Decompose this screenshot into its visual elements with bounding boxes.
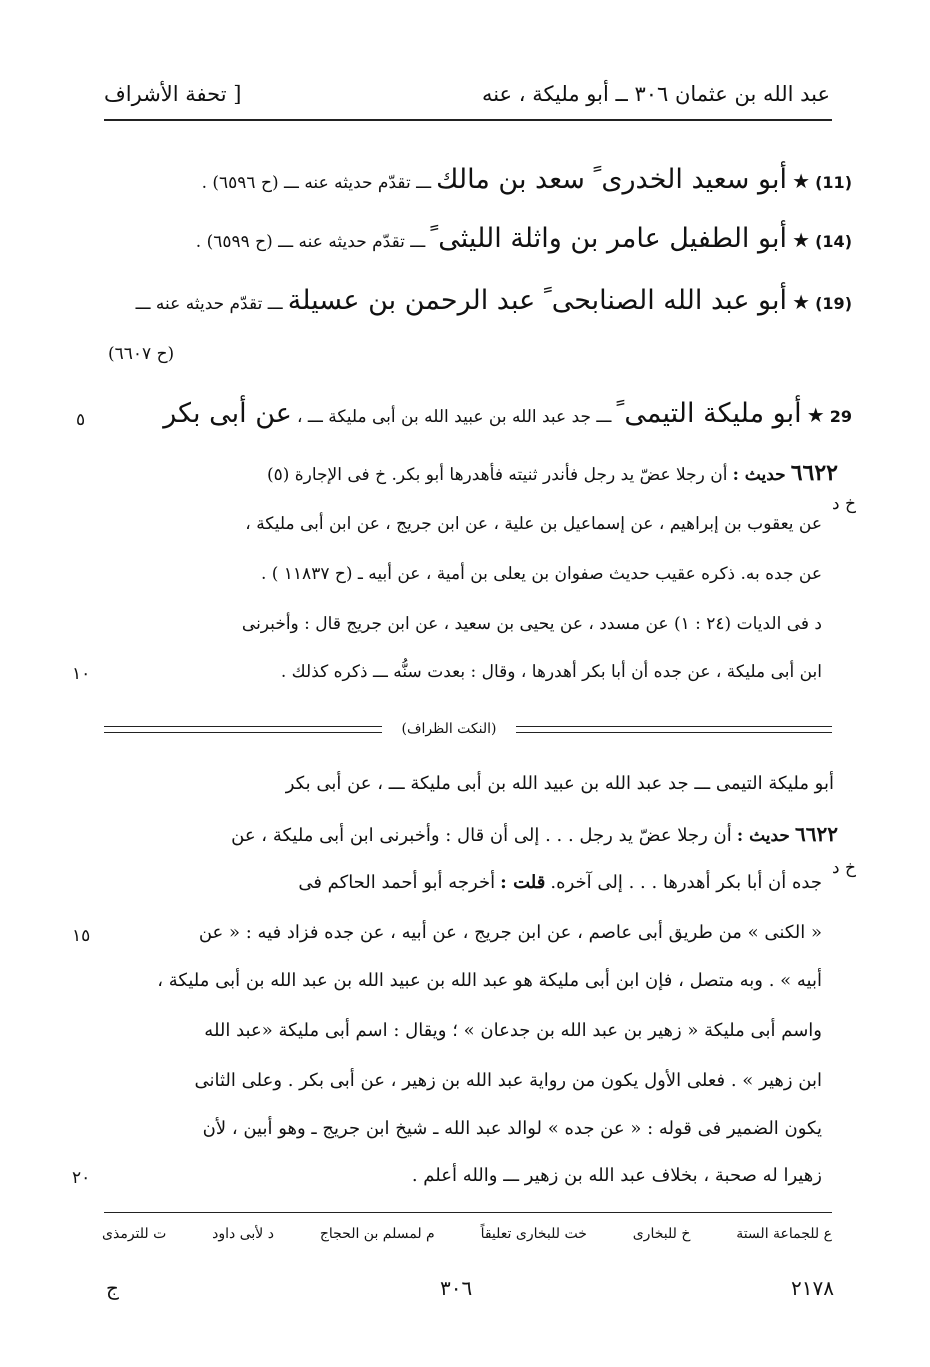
nukat-line-3	[298, 872, 822, 893]
nukat-line: أبو مليكة التيمى ـــ جد عبد الله بن عبيد الله بن أبى مليكة ـــ ، عن أبى بكر	[285, 773, 834, 794]
entry-number: (14)	[815, 232, 852, 251]
nukat-text: أخرجه أبو أحمد الحاكم فى	[298, 872, 496, 893]
hadith-side-siglum: خ د	[832, 494, 856, 514]
hadith-label: حديث :	[736, 826, 790, 846]
footer-rule	[104, 1212, 832, 1213]
nukat-text: جده أن أبا بكر أهدرها . . . إلى آخره.	[550, 872, 822, 893]
entry-end: عن أبى بكر	[163, 398, 292, 429]
nukat-line: « الكنى » من طريق أبى عاصم ، عن ابن جريج ، عن أبيه ، عن جده فزاد فيه : « عن	[198, 922, 822, 943]
entry-mid: ـــ جد عبد الله بن عبيد الله بن أبى مليكة ـــ ،	[296, 407, 612, 427]
margin-number-5: ٥	[76, 410, 86, 430]
nukat-text: أن رجلا عضّ يد رجل . . . إلى أن قال : وأخبرنى ابن أبى مليكة ، عن	[231, 825, 732, 846]
entry-number: (19)	[815, 294, 852, 313]
divider-title: النكت الظراف	[406, 721, 492, 737]
divider-title-frame: (النكت الظراف)	[382, 716, 516, 742]
entry-29	[163, 398, 852, 429]
nukat-line: يكون الضمير فى قوله : « عن جده » لوالد عبد الله ـ شيخ ابن جريج ـ وهو أبين ، لأن	[202, 1118, 822, 1139]
entry-rest: ـــ تقدّم حديثه عنه ـــ	[135, 294, 283, 314]
entry-rest: ـــ تقدّم حديثه عنه ـــ (ح ٦٥٩٦) .	[201, 173, 432, 193]
abbrev-item: د لأبى داود	[212, 1226, 274, 1242]
abbrev-item: خت للبخارى تعليقاً	[480, 1226, 587, 1242]
entry-14	[92, 223, 852, 254]
running-header-title: عبد الله بن عثمان ٣٠٦ ــ أبو مليكة ، عنه	[481, 82, 830, 106]
nukat-line: واسم أبى مليكة « زهير بن عبد الله بن جدعان » ؛ ويقال : اسم أبى مليكة «عبد الله	[204, 1020, 822, 1041]
star-icon: ★	[792, 290, 811, 314]
star-icon: ★	[792, 169, 811, 193]
nukat-line: أبيه » . وبه متصل ، فإن ابن أبى مليكة هو عبد الله بن عبيد الله بن عبد الله بن أبى مليكة ،	[157, 970, 822, 991]
nukat-line: ابن زهير » . فعلى الأول يكون من رواية عبد الله بن زهير ، عن أبى بكر . وعلى الثانى	[194, 1070, 822, 1091]
hadith-text: أن رجلا عضّ يد رجل فأندر ثنيته فأهدرها أبو بكر. خ فى الإجارة (٥)	[266, 465, 728, 485]
entry-name: أبو سعيد الخدرى ً سعد بن مالك	[436, 164, 787, 195]
entry-name: أبو مليكة التيمى ً	[616, 398, 802, 429]
hadith-line: عن جده به. ذكره عقيب حديث صفوان بن يعلى بن أمية ، عن أبيه ـ (ح ١١٨٣٧ ) .	[260, 564, 822, 584]
hadith-line: د فى الديات (٢٤ : ١) عن مسدد ، عن يحيى بن سعيد ، عن ابن جريج قال : وأخبرنى	[241, 614, 822, 634]
star-icon: ★	[792, 228, 811, 252]
hadith-number: ٦٦٢٢	[790, 460, 838, 486]
hadith-line: ابن أبى مليكة ، عن جده أن أبا بكر أهدرها ، وقال : بعدت سنُّه ـــ ذكره كذلك .	[280, 662, 822, 682]
entry-19-continuation: (ح ٦٦٠٧)	[108, 344, 175, 364]
entry-number: 29	[829, 407, 852, 426]
entry-number: (11)	[815, 173, 852, 192]
abbrev-item: م لمسلم بن الحجاج	[319, 1226, 435, 1242]
volume-page-number: ٢١٧٨	[791, 1276, 834, 1300]
abbrev-item: ع للجماعة الستة	[736, 1226, 832, 1242]
abbrev-item: خ للبخارى	[632, 1226, 691, 1242]
entry-name: أبو الطفيل عامر بن واثلة الليثى ً	[430, 223, 787, 254]
signature-mark: ج	[106, 1276, 119, 1300]
abbreviation-legend	[102, 1226, 832, 1242]
running-header-book: [ تحفة الأشراف	[104, 82, 242, 106]
nukat-hadith	[231, 822, 838, 846]
hadith-number: ٦٦٢٢	[795, 822, 838, 846]
star-icon: ★	[806, 403, 825, 427]
nukat-line: زهيرا له صحبة ، بخلاف عبد الله بن زهير ـــ والله أعلم .	[411, 1165, 822, 1186]
page-number: ٣٠٦	[440, 1276, 473, 1300]
margin-number-20: ٢٠	[72, 1168, 91, 1188]
entry-rest: ـــ تقدّم حديثه عنه ـــ (ح ٦٥٩٩) .	[195, 232, 426, 252]
nukat-side-siglum: خ د	[832, 858, 856, 878]
margin-number-10: ١٠	[72, 664, 91, 684]
hadith-label: حديث :	[732, 465, 786, 485]
qult-label: قلت :	[500, 872, 546, 893]
entry-name: أبو عبد الله الصنابحى ً عبد الرحمن بن عسيلة	[287, 285, 787, 316]
abbrev-item: ت للترمذى	[102, 1226, 167, 1242]
entry-19	[92, 285, 852, 316]
hadith-line: عن يعقوب بن إبراهيم ، عن إسماعيل بن علية ، عن ابن جريج ، عن ابن أبى مليكة ،	[245, 514, 822, 534]
header-rule	[104, 119, 832, 121]
margin-number-15: ١٥	[72, 926, 91, 946]
entry-11	[92, 164, 852, 195]
hadith-6622	[267, 460, 838, 486]
